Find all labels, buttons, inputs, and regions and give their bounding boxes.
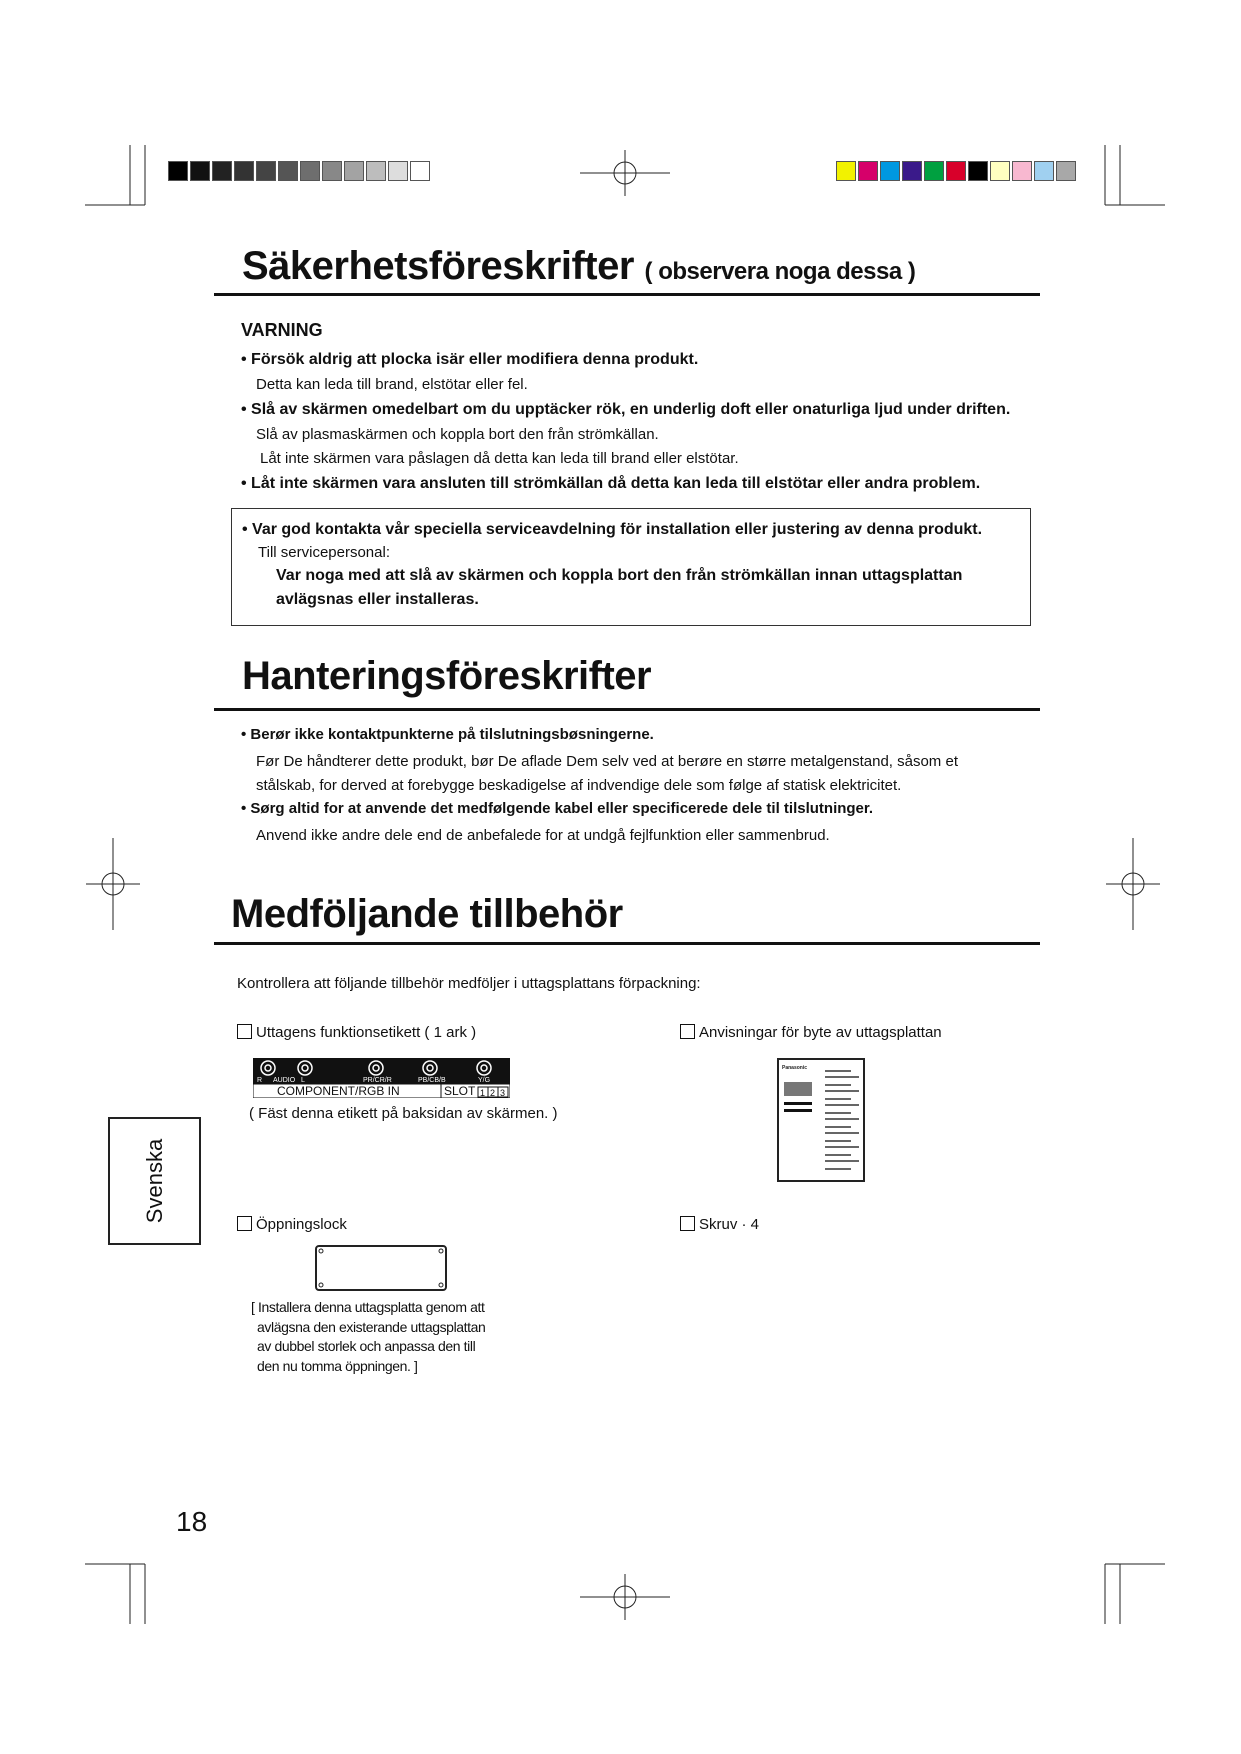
accessories-title: Medföljande tillbehör (231, 892, 623, 936)
label-audio: AUDIO (273, 1077, 296, 1084)
safety-section-title (242, 244, 915, 289)
label-pr: PR/CR/R (363, 1077, 392, 1084)
accessory-function-label-note: ( Fäst denna etikett på baksidan av skärmen. ) (249, 1105, 558, 1122)
gray-swatch (168, 161, 188, 181)
accessory-manual-text: Anvisningar för byte av uttagsplattan (699, 1024, 942, 1041)
accessory-screw-text: Skruv · 4 (699, 1216, 760, 1233)
service-notice-line-2: avlägsnas eller installeras. (276, 591, 479, 608)
accessory-function-label-text: Uttagens funktionsetikett ( 1 ark ) (256, 1024, 477, 1041)
service-notice-label: Till servicepersonal: (258, 544, 390, 561)
label-audio-r: R (257, 1077, 263, 1084)
safety-title: Säkerhetsföreskrifter (242, 244, 634, 288)
color-swatch (902, 161, 922, 181)
language-side-tab (108, 1117, 201, 1245)
checkbox-function-label[interactable] (237, 1024, 252, 1039)
function-label-artwork (253, 1058, 510, 1098)
gray-swatch (410, 161, 430, 181)
accessories-intro: Kontrollera att följande tillbehör medföljer i uttagsplattans förpackning: (237, 975, 701, 992)
label-slot-3: 3 (500, 1088, 506, 1098)
warning-heading: VARNING (241, 320, 323, 340)
gray-swatch (388, 161, 408, 181)
cover-artwork (315, 1245, 447, 1291)
warning-item-1-text: Detta kan leda till brand, elstötar eller fel. (256, 376, 528, 393)
warning-item-2-text-2: Låt inte skärmen vara påslagen då detta kan leda till brand eller elstötar. (260, 450, 739, 467)
safety-subtitle: ( observera noga dessa ) (644, 258, 916, 285)
cover-svg (315, 1245, 447, 1291)
color-swatch (836, 161, 856, 181)
color-swatch (968, 161, 988, 181)
label-pb: PB/CB/B (418, 1077, 446, 1084)
color-swatch (924, 161, 944, 181)
handling-item-2: • Sørg altid for at anvende det medfølgende kabel eller specificerede dele til tilslutninger. (241, 800, 874, 817)
label-slot-2: 2 (490, 1088, 496, 1098)
accessories-title-rule (214, 942, 1040, 945)
warning-item-3: • Låt inte skärmen vara ansluten till strömkällan då detta kan leda till elstötar eller andra problem. (241, 475, 981, 492)
label-component: COMPONENT/RGB IN (277, 1084, 400, 1098)
safety-title-rule (214, 293, 1040, 296)
color-calibration-strip (836, 161, 1078, 181)
cover-note-line-4: den nu tomma öppningen. ] (257, 1357, 418, 1374)
cover-note (251, 1298, 485, 1376)
accessory-screw (680, 1216, 759, 1233)
handling-title-rule (214, 708, 1040, 711)
gray-swatch (190, 161, 210, 181)
warning-item-2-text-1: Slå av plasmaskärmen och koppla bort den från strömkällan. (256, 426, 659, 443)
handling-title: Hanteringsföreskrifter (242, 654, 652, 698)
checkbox-cover[interactable] (237, 1216, 252, 1231)
language-side-tab-label: Svenska (141, 1138, 167, 1224)
label-yg: Y/G (478, 1077, 491, 1084)
service-notice-line-1: Var noga med att slå av skärmen och koppla bort den från strömkällan innan uttagsplattan (276, 567, 963, 584)
warning-item-1: • Försök aldrig att plocka isär eller modifiera denna produkt. (241, 351, 699, 368)
handling-item-1: • Berør ikke kontaktpunkterne på tilslutningsbøsningerne. (241, 726, 654, 743)
gray-swatch (212, 161, 232, 181)
cover-note-line-3: av dubbel storlek och anpassa den till (257, 1338, 476, 1354)
cover-note-line-1: [ Installera denna uttagsplatta genom att (251, 1299, 485, 1315)
gray-swatch (300, 161, 320, 181)
manual-artwork (777, 1058, 865, 1182)
gray-swatch (366, 161, 386, 181)
color-swatch (990, 161, 1010, 181)
checkbox-manual[interactable] (680, 1024, 695, 1039)
checkbox-screw[interactable] (680, 1216, 695, 1231)
gray-swatch (322, 161, 342, 181)
gray-swatch (256, 161, 276, 181)
color-swatch (1012, 161, 1032, 181)
warning-item-2: • Slå av skärmen omedelbart om du upptäcker rök, en underlig doft eller onaturliga ljud under driften. (241, 401, 1011, 418)
accessory-cover (237, 1216, 347, 1233)
handling-item-1-text-2: stålskab, for derved at forebygge beskadigelse af indvendige dele som følge af statisk elektricitet. (256, 777, 902, 794)
label-slot: SLOT (444, 1084, 476, 1098)
label-slot-1: 1 (480, 1088, 486, 1098)
function-label-svg (253, 1058, 510, 1098)
manual-svg (777, 1058, 865, 1182)
service-notice-heading: • Var god kontakta vår speciella serviceavdelning för installation eller justering av denna produkt. (242, 521, 983, 538)
color-swatch (946, 161, 966, 181)
color-swatch (1034, 161, 1054, 181)
label-audio-l: L (301, 1077, 305, 1084)
accessory-function-label (237, 1024, 476, 1041)
accessory-manual (680, 1024, 942, 1041)
handling-item-2-text: Anvend ikke andre dele end de anbefalede for at undgå fejlfunktion eller sammenbrud. (256, 827, 830, 844)
cover-note-line-2: avlägsna den existerande uttagsplattan (257, 1318, 486, 1335)
gray-swatch (344, 161, 364, 181)
grayscale-calibration-strip (168, 161, 432, 181)
color-swatch (858, 161, 878, 181)
color-swatch (1056, 161, 1076, 181)
gray-swatch (278, 161, 298, 181)
handling-item-1-text-1: Før De håndterer dette produkt, bør De aflade Dem selv ved at berøre en større metalgenstand, såsom et (256, 753, 958, 770)
manual-brand: Panasonic (782, 1065, 808, 1071)
gray-swatch (234, 161, 254, 181)
color-swatch (880, 161, 900, 181)
accessory-cover-text: Öppningslock (256, 1216, 347, 1233)
page-number: 18 (176, 1506, 208, 1537)
